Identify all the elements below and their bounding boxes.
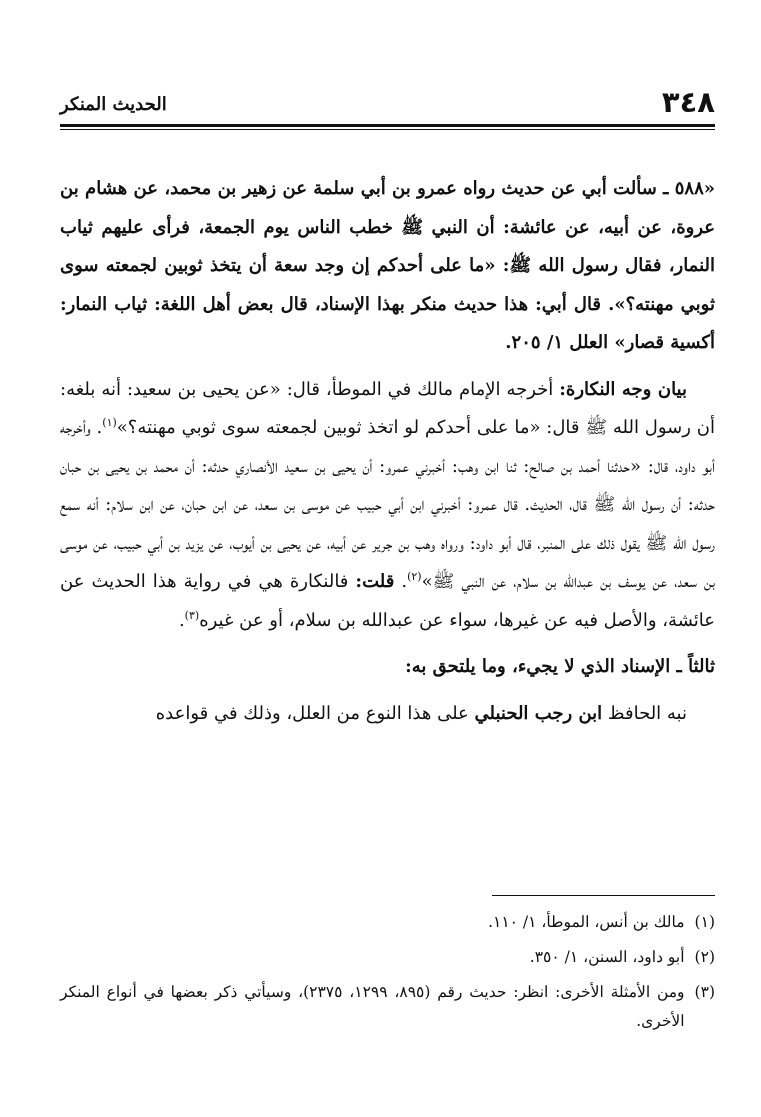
footnote-ref-1[interactable]: (١) [102,416,117,429]
explanation-text-b: . وأخرجه أبو داود، قال: «حدثنا أحمد بن صالح: ثنا ابن وهب: أخبرني عمرو: أن يحيى بن سعيد الأنصاري حدثه: أن محمد بن يحيى بن حبان حدثه: أن رسول الله ﷺ قال، الحديث. قال عمرو: أخبرني ابن أبي حبيب عن موسى بن سعد، عن ابن حبان، عن ابن سلام: أنه سمع رسول الله ﷺ يقول ذلك على المنبر، قال أبو داود: ورواه وهب بن جرير عن أبيه، عن يحيى بن أيوب، عن يزيد بن أبي حبيب، عن موسى بن سعد، عن يوسف بن عبدالله بن سلام، عن النبي ﷺ» [60,417,715,592]
closing-paragraph [60,695,715,734]
explanation-text-e: . [178,609,185,631]
explanation-text-d: فالنكارة هي في رواية هذا الحديث عن عائشة، والأصل فيه عن غيرها، سواء عن عبدالله بن سلام، أو عن غيره [60,571,715,631]
closing-text-b: على هذا النوع من العلل، وذلك في قواعده [155,702,475,724]
footnote-separator [492,895,715,896]
footnote-number: (٣) [694,983,715,1001]
footnote-3 [60,978,715,1036]
footnote-ref-2[interactable]: (٢) [407,570,422,583]
footnote-number: (١) [694,913,715,931]
header-rule-thick [60,124,715,127]
page-number: ٣٤٨ [661,85,715,119]
footnote-number: (٢) [694,948,715,966]
header-rule-thin [60,129,715,130]
footnotes [60,908,715,1042]
closing-text-a: نبه الحافظ [602,702,687,724]
footnote-1 [60,908,715,937]
section-heading: ثالثاً ـ الإسناد الذي لا يجيء، وما يلتحق به: [405,656,715,677]
running-title: الحديث المنكر [60,94,167,115]
footnote-2 [60,943,715,972]
explanation-text-a: أخرجه الإمام مالك في الموطأ، قال: «عن يحيى بن سعيد: أنه بلغه: أن رسول الله ﷺ قال: «ما على أحدكم لو اتخذ ثوبين لجمعته سوى ثوبي مهنته؟» [60,378,715,438]
footnote-text: أبو داود، السنن، ١/ ٣٥٠. [529,948,685,966]
qult-label: قلت: [355,571,395,592]
explanation-paragraph [60,371,715,641]
explanation-text-c: . [394,571,408,592]
page-header [60,84,715,120]
footnote-ref-3[interactable]: (٣) [184,608,200,622]
explanation-lead: بيان وجه النكارة: [559,378,687,400]
scholar-name: ابن رجب الحنبلي [474,702,603,724]
footnote-text: ومن الأمثلة الأخرى: انظر: حديث رقم (٨٩٥، ١٢٩٩، ٢٣٧٥)، وسيأتي ذكر بعضها في أنواع المنكر الأخرى. [60,983,685,1030]
main-text [60,170,715,733]
footnote-text: مالك بن أنس، الموطأ، ١/ ١١٠. [488,913,685,931]
quoted-report-paragraph: «٥٨٨ ـ سألت أبي عن حديث رواه عمرو بن أبي سلمة عن زهير بن محمد، عن هشام بن عروة، عن أبيه، عن عائشة: أن النبي ﷺ خطب الناس يوم الجمعة، فرأى عليهم ثياب النمار، فقال رسول الله ﷺ: «ما على أحدكم إن وجد سعة أن يتخذ ثوبين لجمعته سوى ثوبي مهنته؟». قال أبي: هذا حديث منكر بهذا الإسناد، قال بعض أهل اللغة: ثياب النمار: أكسية قصار» العلل ١/ ٢٠٥. [60,178,715,353]
